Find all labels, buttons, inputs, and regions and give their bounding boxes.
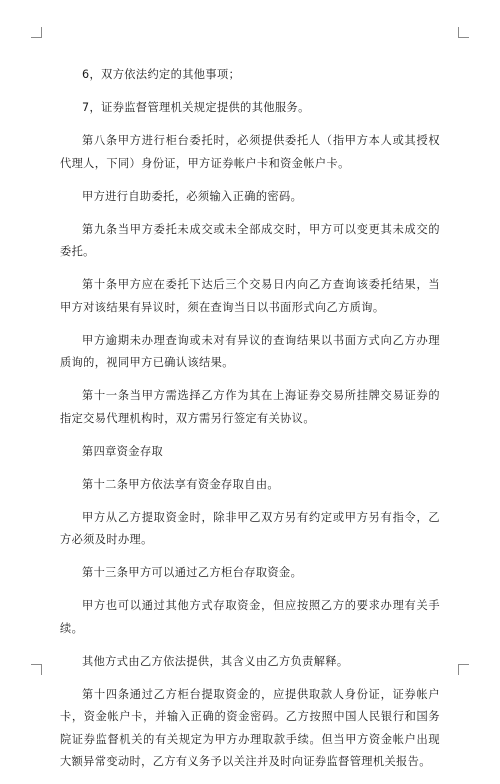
paragraph: 第十二条甲方依法享有资金存取自由。 — [82, 477, 279, 491]
paragraph: 甲方进行自助委托，必须输入正确的密码。 — [82, 189, 303, 203]
crop-mark-bottom-left — [31, 664, 42, 675]
paragraph: 第十一条当甲方需选择乙方作为其在上海证券交易所挂牌交易证券的指定交易代理机构时，双方需另行签定有关协议。 — [60, 389, 440, 425]
paragraph: 6，双方依法约定的其他事项； — [82, 68, 241, 81]
paragraph: 第十条甲方应在委托下达后三个交易日内向乙方查询该委托结果，当甲方对该结果有异议时，须在查询当日以书面形式向乙方质询。 — [60, 278, 440, 314]
crop-mark-top-left — [31, 27, 42, 38]
paragraph: 甲方从乙方提取资金时，除非甲乙双方另有约定或甲方另有指令，乙方必须及时办理。 — [60, 510, 440, 546]
paragraph: 第十四条通过乙方柜台提取资金的，应提供取款人身份证，证券帐户卡，资金帐户卡，并输入正确的资金密码。乙方按照中国人民银行和国务院证券监督机关的有关规定为甲方办理取款手续。但当甲方资金帐户出现大额异常变动时，乙方有义务予以关注并及时向证券监督管理机关报告。 — [60, 687, 440, 768]
paragraph: 第九条当甲方委托未成交或未全部成交时，甲方可以变更其未成交的委托。 — [60, 222, 440, 258]
paragraph: 甲方逾期未办理查询或未对有异议的查询结果以书面方式向乙方办理质询的，视同甲方已确认该结果。 — [60, 333, 440, 369]
paragraph: 第八条甲方进行柜台委托时，必须提供委托人（指甲方本人或其授权代理人，下同）身份证，甲方证券帐户卡和资金帐户卡。 — [60, 134, 440, 170]
paragraph: 其他方式由乙方依法提供，其含义由乙方负责解释。 — [82, 654, 349, 668]
paragraph: 7，证券监督管理机关规定提供的其他服务。 — [82, 101, 310, 114]
crop-mark-bottom-right — [458, 664, 469, 675]
document-body — [60, 64, 440, 784]
crop-mark-top-right — [458, 27, 469, 38]
chapter-heading: 第四章资金存取 — [82, 444, 164, 458]
paragraph: 甲方也可以通过其他方式存取资金，但应按照乙方的要求办理有关手续。 — [60, 599, 440, 635]
paragraph: 第十三条甲方可以通过乙方柜台存取资金。 — [82, 566, 303, 579]
